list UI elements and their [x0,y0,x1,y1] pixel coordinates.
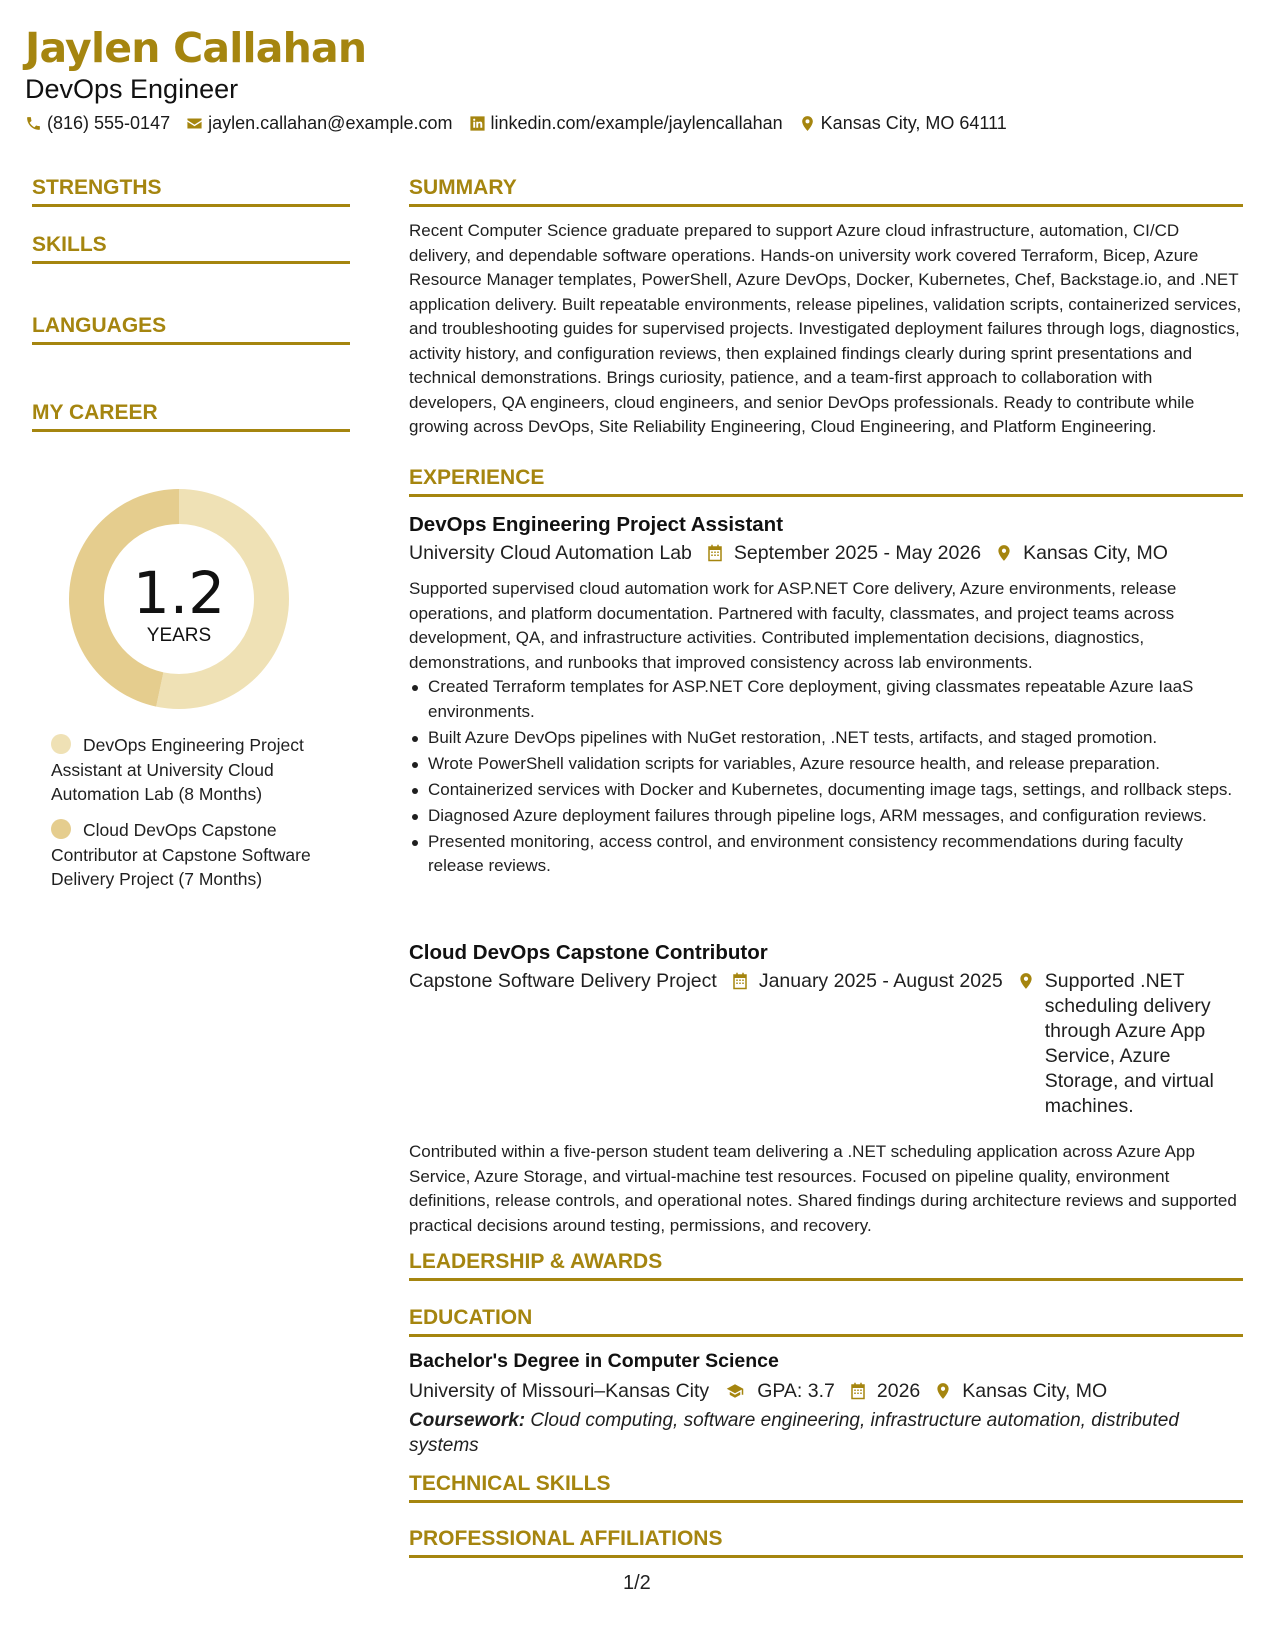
strengths-heading: STRENGTHS [32,176,350,207]
location-pin-icon [934,1382,952,1400]
phone-icon [25,115,42,132]
job-org [409,969,717,994]
email-text: jaylen.callahan@example.com [208,113,453,133]
job-org [409,541,692,566]
career-donut-chart [66,486,292,712]
job-description: Contributed within a five-person student team delivering a .NET scheduling application across Azure App Service, Azure Storage, and virtual-machine test resources. Focused on pipeline quality, environment definitions, release controls, and operational notes. Shared findings during architecture reviews and supported practical decisions around testing, permissions, and recovery. [409,1142,1237,1235]
graduation-year [849,1379,920,1404]
location-pin-icon [1017,972,1035,990]
calendar-icon [849,1382,867,1400]
job-meta [409,969,1229,1119]
job-bullet: Containerized services with Docker and Kubernetes, documenting image tags, settings, and rollback steps. [409,778,1243,803]
school-text: University of Missouri–Kansas City [409,1380,710,1402]
location-text: Kansas City, MO 64111 [820,113,1007,133]
job-meta [409,541,1182,566]
phone-text: (816) 555-0147 [47,113,171,133]
job-dates-text: September 2025 - May 2026 [733,542,982,564]
job-title: Cloud DevOps Capstone Contributor [409,941,768,964]
linkedin-text: linkedin.com/example/jaylencallahan [490,113,783,133]
job-dates [731,969,1003,994]
job-bullet: Created Terraform templates for ASP.NET Core deployment, giving classmates repeatable Azure IaaS environments. [409,675,1243,724]
experience-heading: EXPERIENCE [409,466,1243,497]
contact-location [799,113,1007,134]
gpa [723,1379,835,1404]
career-heading: MY CAREER [32,401,350,432]
legend-text: DevOps Engineering Project Assistant at University Cloud Automation Lab (8 Months) [51,735,304,804]
education-meta [409,1379,1121,1404]
legend-dot [51,734,71,754]
coursework-label: Coursework: [409,1410,526,1431]
job-org-text: University Cloud Automation Lab [409,542,692,564]
job-title: DevOps Engineering Project Assistant [409,513,784,536]
summary-heading: SUMMARY [409,176,1243,207]
candidate-title: DevOps Engineer [25,74,239,104]
career-years-unit: YEARS [146,625,212,646]
candidate-name: Jaylen Callahan [25,24,367,72]
contact-phone [25,113,170,134]
career-legend-item [51,733,341,807]
job-location [995,541,1168,566]
job-org-text: Capstone Software Delivery Project [409,970,717,992]
languages-heading: LANGUAGES [32,314,350,345]
legend-dot [51,819,71,839]
contact-bar [25,113,1023,134]
job-location-text: Supported .NET scheduling delivery through Azure App Service, Azure Storage, and virtual machines. [1044,970,1214,1117]
leadership-heading: LEADERSHIP & AWARDS [409,1250,1243,1281]
calendar-icon [731,972,749,990]
job-location [1017,969,1215,1119]
job-location-text: Kansas City, MO [1023,542,1168,564]
school-name [409,1379,709,1404]
career-legend-item [51,818,341,892]
location-pin-icon [799,115,816,132]
coursework-text: Cloud computing, software engineering, infrastructure automation, distributed systems [409,1410,1179,1456]
technical-skills-heading: TECHNICAL SKILLS [409,1472,1243,1503]
job-description: Supported supervised cloud automation work for ASP.NET Core delivery, Azure environments, release operations, and platform documentation. Partnered with faculty, classmates, and project teams across development, QA, and infrastructure activities. Contributed implementation decisions, diagnostics, demonstrations, and runbooks that improved consistency across lab environments. [409,579,1177,672]
contact-email[interactable] [186,113,452,134]
contact-linkedin[interactable] [469,113,783,134]
job-bullet: Diagnosed Azure deployment failures through pipeline logs, ARM messages, and configuration reviews. [409,804,1243,829]
gpa-text: GPA: 3.7 [757,1380,835,1402]
location-pin-icon [995,544,1013,562]
school-location-text: Kansas City, MO [962,1380,1108,1402]
linkedin-icon [469,115,486,132]
job-dates [706,541,981,566]
job-bullet: Presented monitoring, access control, and environment consistency recommendations during faculty release reviews. [409,830,1243,879]
school-location [934,1379,1107,1404]
coursework [409,1409,1243,1458]
job-dates-text: January 2025 - August 2025 [758,970,1003,992]
calendar-icon [706,544,724,562]
job-bullet: Built Azure DevOps pipelines with NuGet restoration, .NET tests, artifacts, and staged promotion. [409,726,1243,751]
affiliations-heading: PROFESSIONAL AFFILIATIONS [409,1527,1243,1558]
graduation-cap-icon [723,1382,747,1400]
year-text: 2026 [876,1380,921,1402]
job-bullet: Wrote PowerShell validation scripts for variables, Azure resource health, and release preparation. [409,752,1243,777]
legend-text: Cloud DevOps Capstone Contributor at Capstone Software Delivery Project (7 Months) [51,820,311,889]
summary-text: Recent Computer Science graduate prepared to support Azure cloud infrastructure, automation, CI/CD delivery, and dependable software operations. Hands-on university work covered Terraform, Bicep, Azure Resource Manager templates, PowerShell, Azure DevOps, Docker, Kubernetes, Chef, Backstage.io, and .NET application delivery. Built repeatable environments, release pipelines, validation scripts, containerized services, and troubleshooting guides for supervised projects. Investigated deployment failures through logs, diagnostics, activity history, and configuration reviews, then explained findings clearly during sprint presentations and technical demonstrations. Brings curiosity, patience, and a team-first approach to collaboration with developers, QA engineers, cloud engineers, and senior DevOps professionals. Ready to contribute while growing across DevOps, Site Reliability Engineering, Cloud Engineering, and Platform Engineering. [409,221,1242,436]
skills-heading: SKILLS [32,233,350,264]
envelope-icon [186,115,203,132]
job-bullets [409,675,1243,880]
education-heading: EDUCATION [409,1306,1243,1337]
page-number: 1/2 [623,1572,651,1594]
career-years-value: 1.2 [132,559,226,627]
degree-title: Bachelor's Degree in Computer Science [409,1350,779,1372]
